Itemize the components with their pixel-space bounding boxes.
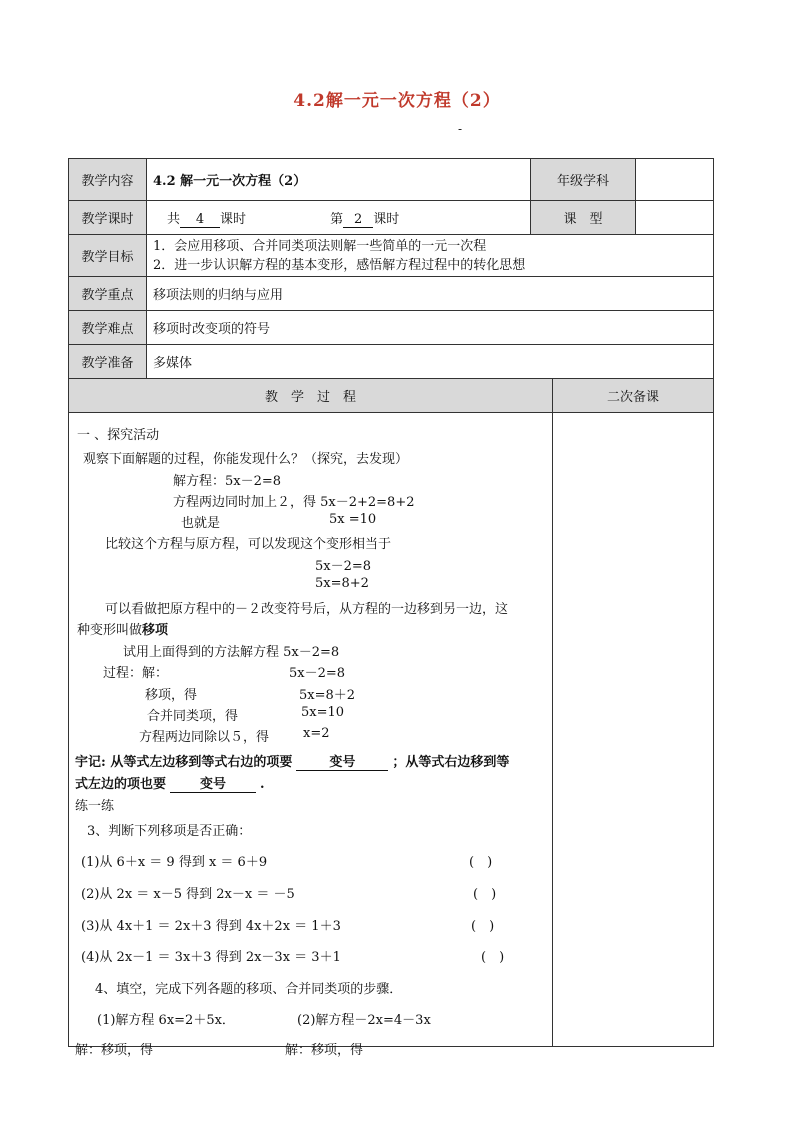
- grade-value: [636, 159, 714, 201]
- type-value: [636, 201, 714, 235]
- hours-no-unit: 课时: [373, 211, 400, 227]
- process-step-eq-1: 5x－2=8: [289, 666, 346, 681]
- goal-1: 1．会应用移项、合并同类项法则解一些简单的一元一次程: [153, 238, 487, 254]
- hours-total: 4: [180, 212, 220, 228]
- question-3-1: (1)从 6＋x ＝ 9 得到 x ＝ 6＋9: [81, 855, 268, 870]
- compare-text: 比较这个方程与原方程，可以发现这个变形相当于: [105, 537, 392, 552]
- question-3-4-paren: ( ): [481, 950, 505, 965]
- step-transpose-eq: 5x=8＋2: [299, 688, 356, 703]
- key-label: 教学重点: [69, 277, 147, 311]
- process-label: 教 学 过 程: [69, 379, 553, 413]
- explanation-prefix: 种变形叫做: [77, 623, 143, 638]
- hours-unit: 课时: [220, 211, 247, 227]
- memo-2-blank: 变号: [170, 773, 256, 793]
- step-combine-label: 合并同类项，得: [147, 709, 239, 724]
- step-transpose-label: 移项，得: [145, 688, 198, 703]
- explanation-line-2: [77, 619, 168, 638]
- question-4: 4、填空，完成下列各题的移项、合并同类项的步骤．: [95, 982, 403, 997]
- grade-label: 年级学科: [531, 159, 636, 201]
- question-3: 3、判断下列移项是否正确：: [87, 824, 252, 839]
- type-label: 课 型: [531, 201, 636, 235]
- solve-equation: 解方程：5x－2=8: [173, 474, 282, 489]
- memo-1c: ；从等式右边移到等: [392, 755, 510, 770]
- content-label: 教学内容: [69, 159, 147, 201]
- memo-2c: .: [260, 777, 265, 792]
- hours-prefix: 共: [167, 211, 181, 227]
- content-value: 4.2 解一元一次方程（2）: [147, 159, 531, 201]
- step-divide-eq: x=2: [303, 726, 330, 741]
- hours-value: [147, 201, 531, 235]
- hours-label: 教学课时: [69, 201, 147, 235]
- second-prep-label: 二次备课: [553, 379, 714, 413]
- memo-1a: 宇记: 从等式左边移到等式右边的项要: [75, 755, 293, 770]
- question-3-1-paren: ( ): [469, 855, 493, 870]
- second-prep-body: [553, 413, 714, 1047]
- hours-no-prefix: 第: [330, 211, 344, 227]
- question-4-1: (1)解方程 6x=2＋5x．: [97, 1013, 235, 1028]
- question-3-3: (3)从 4x＋1 ＝ 2x＋3 得到 4x＋2x ＝ 1＋3: [81, 919, 341, 934]
- process-body: [69, 413, 553, 1058]
- question-4-2: (2)解方程－2x=4－3x: [297, 1013, 431, 1028]
- explanation-line-1: 可以看做把原方程中的－２改变符号后，从方程的一边移到另一边，这: [105, 602, 509, 617]
- memo-2a: 式左边的项也要: [75, 777, 167, 792]
- practice-heading: 练一练: [75, 799, 115, 814]
- try-method: 试用上面得到的方法解方程 5x－2=8: [123, 645, 340, 660]
- difficulty-label: 教学难点: [69, 311, 147, 345]
- prep-label: 教学准备: [69, 345, 147, 379]
- question-3-2-paren: ( ): [473, 887, 497, 902]
- goal-value: [147, 235, 714, 277]
- difficulty-value: 移项时改变项的符号: [147, 311, 714, 345]
- question-3-4: (4)从 2x－1 ＝ 3x＋3 得到 2x－3x ＝ 3＋1: [81, 950, 341, 965]
- question-4-1-solution: 解：移项，得: [75, 1043, 154, 1058]
- add-both-sides: 方程两边同时加上２，得 5x－2+2=8+2: [173, 495, 415, 510]
- page-title: 4.2解一元一次方程（2）: [293, 91, 501, 111]
- term-transpose: 移项: [142, 623, 169, 638]
- step-combine-eq: 5x=10: [301, 705, 345, 720]
- prep-value: 多媒体: [147, 345, 714, 379]
- goal-label: 教学目标: [69, 235, 147, 277]
- dash-mark: -: [458, 122, 463, 136]
- memo-line-2: [75, 773, 265, 793]
- memo-1-blank: 变号: [296, 751, 388, 771]
- step-divide-label: 方程两边同除以５，得: [139, 730, 270, 745]
- key-value: 移项法则的归纳与应用: [147, 277, 714, 311]
- explore-intro: 观察下面解题的过程，你能发现什么？（探究，去发现）: [83, 452, 409, 467]
- question-4-2-solution: 解：移项，得: [285, 1043, 364, 1058]
- process-step-label: 过程：解：: [103, 666, 169, 681]
- that-is-result: 5x =10: [329, 512, 377, 527]
- hours-no: 2: [343, 212, 373, 228]
- original-equation: 5x－2=8: [315, 559, 372, 574]
- moved-equation: 5x=8+2: [315, 576, 369, 591]
- that-is-label: 也就是: [181, 516, 221, 531]
- question-3-2: (2)从 2x ＝ x－5 得到 2x－x ＝ －5: [81, 887, 295, 902]
- question-3-3-paren: ( ): [471, 919, 495, 934]
- section-1-heading: 一 、探究活动: [77, 428, 160, 443]
- memo-line-1: [75, 751, 509, 771]
- goal-2: 2．进一步认识解方程的基本变形，感悟解方程过程中的转化思想: [153, 257, 526, 273]
- lesson-plan-table: [68, 158, 714, 1058]
